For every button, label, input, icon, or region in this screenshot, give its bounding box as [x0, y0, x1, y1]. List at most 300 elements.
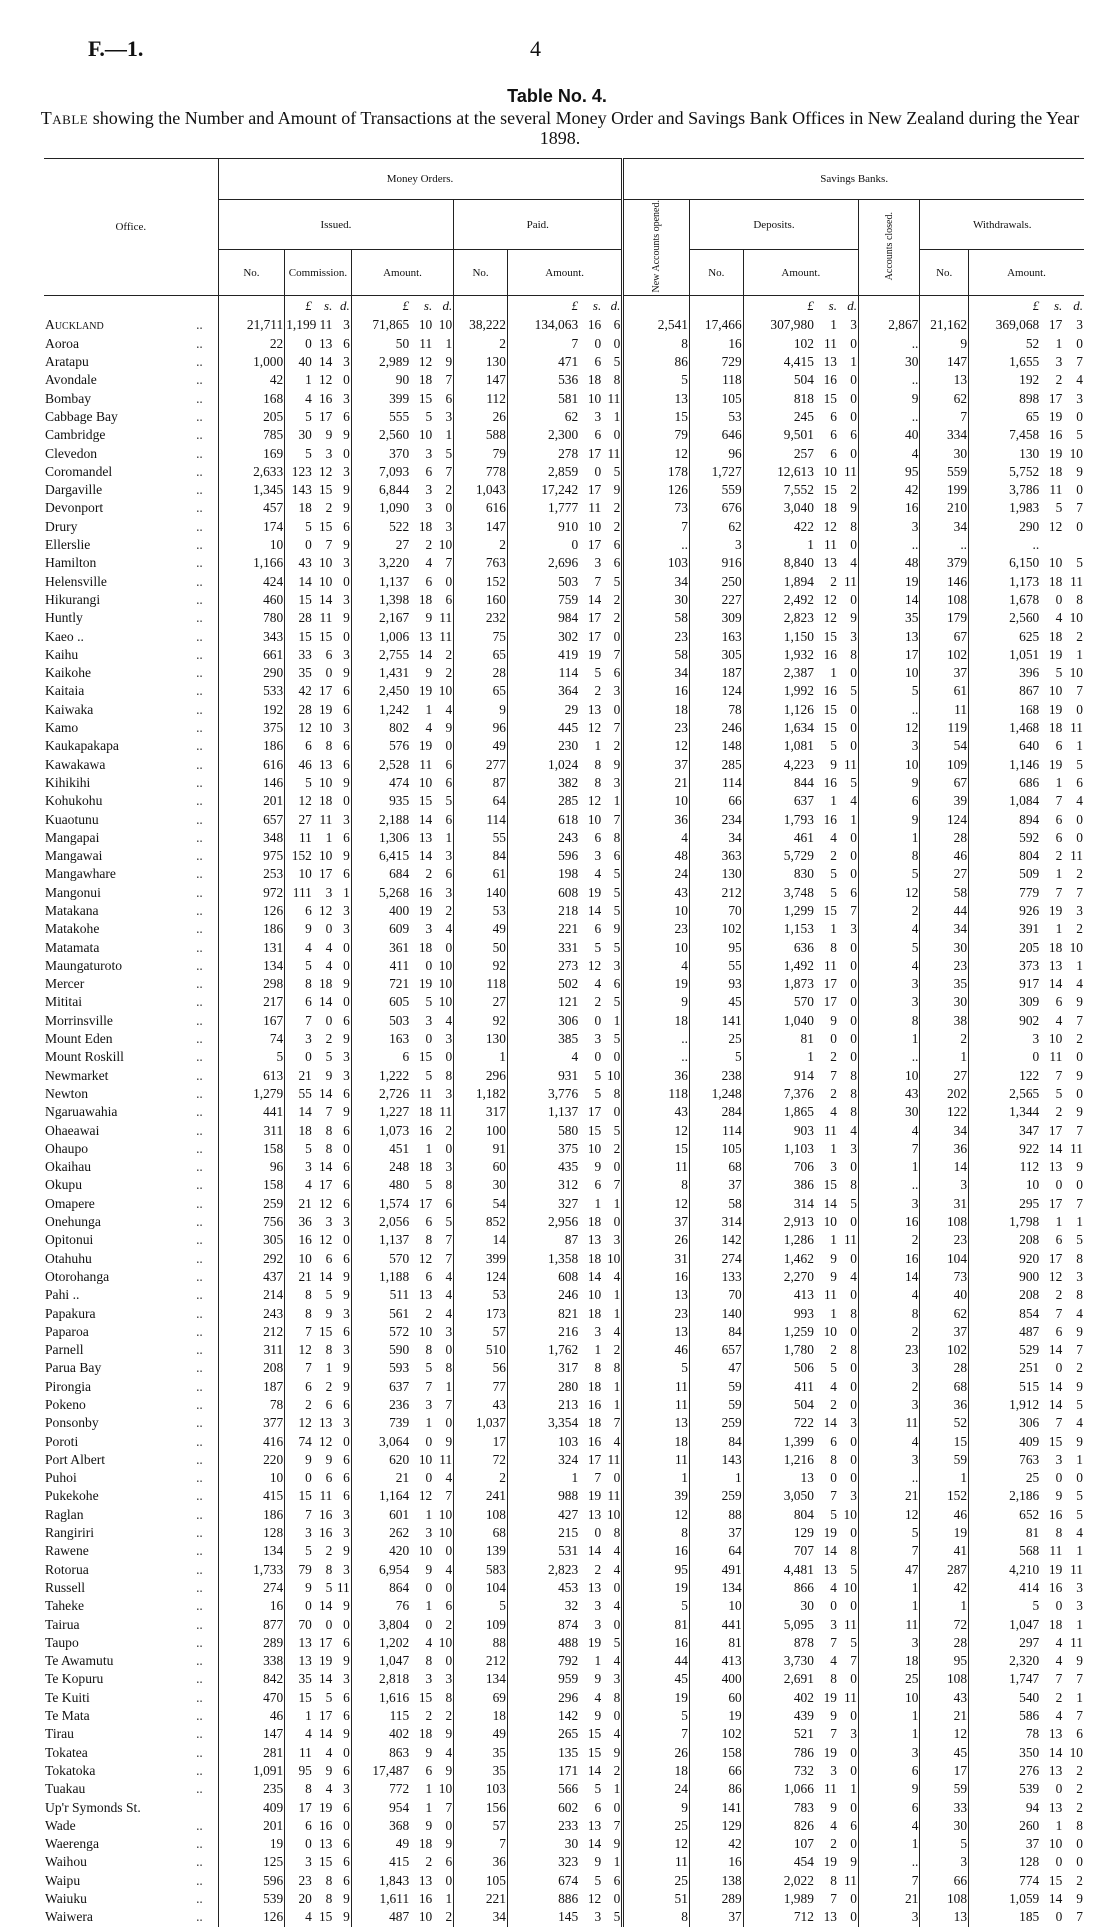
- withdrawals-no: 124: [920, 811, 969, 829]
- issued-pounds: 772: [351, 1780, 410, 1798]
- commission-shillings: 12: [318, 1195, 333, 1211]
- paid-no: 130: [454, 353, 508, 371]
- paid-pence: 1: [613, 1195, 621, 1211]
- withdrawals-no: 119: [920, 719, 969, 737]
- withdrawals-pence: 8: [1076, 1817, 1083, 1833]
- deposits-pence: 0: [850, 1159, 857, 1175]
- new-accounts: 18: [623, 1762, 690, 1780]
- withdrawals-pounds: 0: [969, 1048, 1041, 1066]
- issued-no: 661: [218, 646, 285, 664]
- deposits-no-header: No.: [689, 250, 743, 296]
- new-accounts: 34: [623, 664, 690, 682]
- paid-pence: 5: [613, 939, 621, 955]
- paid-pence: 8: [613, 1360, 621, 1376]
- withdrawals-pence: 10: [1069, 665, 1083, 681]
- issued-pounds: 2,188: [351, 811, 410, 829]
- withdrawals-pence: 8: [1076, 591, 1083, 607]
- table-row: [44, 1085, 1084, 1103]
- accounts-closed: 12: [858, 719, 919, 737]
- deposits-pence: 6: [850, 1817, 857, 1833]
- withdrawals-pounds: 926: [969, 902, 1041, 920]
- deposits-shillings: 1: [830, 665, 837, 681]
- deposits-no: 37: [689, 1908, 743, 1926]
- paid-pence: 9: [613, 1836, 621, 1852]
- withdrawals-pounds: 540: [969, 1689, 1041, 1707]
- table-row: [44, 1597, 1084, 1615]
- issued-pence: 4: [445, 1744, 453, 1760]
- accounts-closed: 5: [858, 1524, 919, 1542]
- office-dots: ..: [196, 1506, 203, 1522]
- paid-pounds: 135: [507, 1744, 579, 1762]
- accounts-closed: 18: [858, 1652, 919, 1670]
- deposits-no: 158: [689, 1744, 743, 1762]
- commission-shillings: 3: [325, 445, 333, 461]
- deposits-shillings: 8: [830, 939, 837, 955]
- issued-no: 290: [218, 664, 285, 682]
- deposits-pence: 0: [850, 829, 857, 845]
- commission-shillings: 17: [318, 1708, 333, 1724]
- issued-shillings: 11: [419, 1085, 433, 1101]
- issued-pence: 1: [445, 829, 453, 845]
- paid-no: 588: [454, 426, 508, 444]
- deposits-pounds: 1,153: [743, 920, 815, 938]
- table-row: [44, 316, 1084, 334]
- office-dots: ..: [196, 1214, 203, 1230]
- issued-pounds: 76: [351, 1597, 410, 1615]
- paid-pence: 3: [613, 1232, 621, 1248]
- accounts-closed: 1: [858, 1835, 919, 1853]
- issued-no: 298: [218, 975, 285, 993]
- table-row: [44, 1451, 1084, 1469]
- accounts-closed: 7: [858, 1872, 919, 1890]
- issued-no: 292: [218, 1250, 285, 1268]
- issued-header: Issued.: [218, 200, 454, 250]
- paid-pounds: 218: [507, 902, 579, 920]
- office-dots: ..: [196, 573, 203, 589]
- deposits-shillings: 3: [830, 1762, 837, 1778]
- paid-shillings: 14: [587, 1268, 602, 1284]
- deposits-pounds: 7,376: [743, 1085, 815, 1103]
- deposits-no: 81: [689, 1634, 743, 1652]
- paid-pence: 0: [613, 1214, 621, 1230]
- office-dots: ..: [196, 372, 203, 388]
- new-accounts: 24: [623, 1780, 690, 1798]
- table-number: Table No. 4.: [507, 86, 607, 106]
- accounts-closed: ..: [858, 1048, 919, 1066]
- issued-no: 125: [218, 1853, 285, 1871]
- paid-pence: 7: [613, 1415, 621, 1431]
- new-accounts: 11: [623, 1378, 690, 1396]
- issued-pence: 0: [445, 1872, 453, 1888]
- withdrawals-pounds: 122: [969, 1067, 1041, 1085]
- withdrawals-no: 199: [920, 481, 969, 499]
- paid-no: 79: [454, 445, 508, 463]
- deposits-shillings: 5: [830, 1506, 837, 1522]
- accounts-closed: 95: [858, 463, 919, 481]
- paid-pence: 8: [613, 829, 621, 845]
- issued-no: 338: [218, 1652, 285, 1670]
- paid-pence: 8: [613, 372, 621, 388]
- withdrawals-pounds: 251: [969, 1359, 1041, 1377]
- commission-pence: 6: [343, 335, 350, 351]
- table-row: [44, 371, 1084, 389]
- deposits-pounds: 4,415: [743, 353, 815, 371]
- table-row: [44, 426, 1084, 444]
- issued-no: 186: [218, 737, 285, 755]
- table-row: [44, 1634, 1084, 1652]
- table-row: [44, 1817, 1084, 1835]
- accounts-closed: 9: [858, 1780, 919, 1798]
- issued-pence: 4: [445, 1268, 453, 1284]
- paid-pence: 0: [613, 1470, 621, 1486]
- withdrawals-shillings: 19: [1048, 1561, 1063, 1577]
- issued-no: 243: [218, 1305, 285, 1323]
- new-accounts: 12: [623, 1835, 690, 1853]
- table-row: [44, 737, 1084, 755]
- paid-pounds: 62: [507, 408, 579, 426]
- deposits-pence: 0: [850, 390, 857, 406]
- table-row: [44, 1469, 1084, 1487]
- commission-shillings: 16: [318, 1506, 333, 1522]
- withdrawals-shillings: 5: [1055, 665, 1063, 681]
- deposits-pounds: 30: [743, 1597, 815, 1615]
- paid-no: 34: [454, 1908, 508, 1926]
- office-dots: ..: [196, 1451, 203, 1467]
- withdrawals-pence: 5: [1076, 427, 1083, 443]
- withdrawals-pence: 3: [1076, 317, 1083, 333]
- deposits-shillings: 17: [823, 976, 837, 992]
- commission-pounds: 95: [285, 1762, 313, 1780]
- new-accounts: 5: [623, 1707, 690, 1725]
- issued-no: 613: [218, 1067, 285, 1085]
- new-accounts: ..: [623, 1030, 690, 1048]
- issued-pounds: 3,220: [351, 554, 410, 572]
- office-name: Mount Eden: [45, 1031, 113, 1047]
- issued-pounds: 1,222: [351, 1067, 410, 1085]
- issued-no: 424: [218, 573, 285, 591]
- commission-shillings: 10: [318, 848, 333, 864]
- paid-pence: 9: [613, 1744, 621, 1760]
- paid-pounds: 2,859: [507, 463, 579, 481]
- commission-pence: 6: [343, 1397, 350, 1412]
- withdrawals-no: 3: [920, 1176, 969, 1194]
- issued-shillings: 13: [418, 1872, 433, 1888]
- deposits-pounds: 818: [743, 390, 815, 408]
- paid-pounds: 435: [507, 1158, 579, 1176]
- table-row: [44, 499, 1084, 517]
- issued-pence: 9: [445, 720, 453, 736]
- office-dots: ..: [196, 756, 203, 772]
- accounts-closed: ..: [858, 1853, 919, 1871]
- paid-shillings: 13: [587, 1579, 602, 1595]
- commission-shillings: 14: [318, 1671, 333, 1687]
- unit-shilling: s.: [592, 298, 602, 314]
- deposits-pounds: 1,793: [743, 811, 815, 829]
- paid-no: 130: [454, 1030, 508, 1048]
- withdrawals-pounds: 686: [969, 774, 1041, 792]
- deposits-pence: 0: [850, 1451, 857, 1467]
- commission-shillings: 15: [318, 482, 333, 498]
- accounts-closed: ..: [858, 335, 919, 353]
- deposits-no: 10: [689, 1597, 743, 1615]
- commission-pence: 9: [343, 1909, 350, 1925]
- paid-pounds: 364: [507, 682, 579, 700]
- deposits-no: 141: [689, 1799, 743, 1817]
- withdrawals-no: 108: [920, 1213, 969, 1231]
- paid-pounds: 312: [507, 1176, 579, 1194]
- issued-no: 780: [218, 609, 285, 627]
- office-name: Hamilton: [45, 555, 97, 571]
- accounts-closed: 3: [858, 1195, 919, 1213]
- office-name: Kohukohu: [45, 793, 103, 809]
- paid-pounds: 29: [507, 701, 579, 719]
- commission-shillings: 13: [318, 1415, 333, 1431]
- commission-pounds: 1: [285, 371, 313, 389]
- commission-pounds: 5: [285, 957, 313, 975]
- withdrawals-pounds: 1,146: [969, 756, 1041, 774]
- withdrawals-shillings: 0: [1055, 1909, 1063, 1925]
- commission-pence: 3: [343, 1671, 350, 1687]
- withdrawals-pounds: 309: [969, 993, 1041, 1011]
- issued-pounds: 721: [351, 975, 410, 993]
- accounts-closed: 3: [858, 1451, 919, 1469]
- issued-no: 842: [218, 1670, 285, 1688]
- withdrawals-pence: 7: [1076, 1342, 1083, 1358]
- issued-shillings: 19: [418, 976, 433, 992]
- accounts-closed: 10: [858, 756, 919, 774]
- withdrawals-shillings: 0: [1055, 1470, 1063, 1486]
- withdrawals-no: 2: [920, 1030, 969, 1048]
- office-name: Coromandel: [45, 463, 113, 479]
- deposits-pence: 0: [850, 866, 857, 882]
- commission-pence: 3: [343, 811, 350, 827]
- commission-pounds: 23: [285, 1872, 313, 1890]
- issued-no: 409: [218, 1799, 285, 1817]
- commission-shillings: 3: [325, 884, 333, 900]
- deposits-no: 138: [689, 1872, 743, 1890]
- office-dots: ..: [196, 1708, 203, 1724]
- issued-pence: 0: [445, 939, 453, 955]
- commission-shillings: 2: [325, 1378, 333, 1394]
- deposits-pounds: 637: [743, 792, 815, 810]
- office-dots: ..: [196, 1250, 203, 1266]
- paid-shillings: 15: [587, 1122, 602, 1138]
- withdrawals-pounds: 779: [969, 884, 1041, 902]
- office-dots: ..: [196, 1397, 203, 1412]
- paid-pounds: 959: [507, 1670, 579, 1688]
- issued-pounds: 511: [351, 1286, 410, 1304]
- withdrawals-pence: 1: [1076, 1689, 1083, 1705]
- table-row: [44, 774, 1084, 792]
- office-dots: ..: [196, 1598, 203, 1614]
- commission-pounds: 9: [285, 920, 313, 938]
- deposits-no: 42: [689, 1835, 743, 1853]
- commission-shillings: 4: [325, 1781, 333, 1797]
- commission-pounds: 111: [285, 884, 313, 902]
- deposits-pence: 9: [850, 610, 857, 626]
- withdrawals-shillings: 3: [1055, 1451, 1063, 1467]
- paid-no: 27: [454, 993, 508, 1011]
- deposits-shillings: 0: [830, 1031, 837, 1047]
- withdrawals-pence: 5: [1076, 1397, 1083, 1412]
- new-accounts: 7: [623, 518, 690, 536]
- deposits-no: 5: [689, 1048, 743, 1066]
- withdrawals-no: 27: [920, 1067, 969, 1085]
- office-dots: ..: [196, 1689, 203, 1705]
- issued-pence: 8: [445, 1689, 453, 1705]
- table-row: [44, 463, 1084, 481]
- deposits-no: 64: [689, 1542, 743, 1560]
- deposits-pounds: 1: [743, 536, 815, 554]
- paid-shillings: 10: [587, 1140, 602, 1156]
- office-dots: ..: [196, 646, 203, 662]
- new-accounts: 8: [623, 1908, 690, 1926]
- table-row: [44, 1524, 1084, 1542]
- accounts-closed: 30: [858, 1103, 919, 1121]
- issued-pounds: 1,188: [351, 1268, 410, 1286]
- withdrawals-no: 559: [920, 463, 969, 481]
- issued-pence: 3: [445, 848, 453, 864]
- withdrawals-pounds: 898: [969, 390, 1041, 408]
- issued-pence: 3: [445, 884, 453, 900]
- issued-pence: 6: [445, 756, 453, 772]
- issued-no: 375: [218, 719, 285, 737]
- commission-pence: 0: [343, 1817, 350, 1833]
- withdrawals-pence: 11: [1070, 1561, 1083, 1577]
- issued-pounds: 1,073: [351, 1122, 410, 1140]
- issued-shillings: 18: [418, 939, 433, 955]
- issued-shillings: 6: [425, 1268, 433, 1284]
- office-name: Mangapai: [45, 829, 100, 845]
- commission-pounds: 18: [285, 499, 313, 517]
- withdrawals-no: 21,162: [920, 316, 969, 334]
- withdrawals-no: 15: [920, 1433, 969, 1451]
- paid-shillings: 12: [587, 1891, 602, 1907]
- issued-pounds: 1,611: [351, 1890, 410, 1908]
- commission-pence: 6: [343, 829, 350, 845]
- paid-no: 75: [454, 628, 508, 646]
- issued-shillings: 6: [425, 573, 433, 589]
- new-accounts: 21: [623, 774, 690, 792]
- commission-pounds: 5: [285, 1542, 313, 1560]
- new-accounts: 13: [623, 1414, 690, 1432]
- table-row: [44, 1853, 1084, 1871]
- commission-shillings: 17: [318, 866, 333, 882]
- commission-pence: 0: [343, 1232, 350, 1248]
- accounts-closed: 10: [858, 1689, 919, 1707]
- paid-pounds: 278: [507, 445, 579, 463]
- accounts-closed: 23: [858, 1341, 919, 1359]
- deposits-no: 413: [689, 1652, 743, 1670]
- withdrawals-shillings: 17: [1048, 390, 1063, 406]
- withdrawals-no: 28: [920, 1359, 969, 1377]
- withdrawals-no: 95: [920, 1652, 969, 1670]
- withdrawals-pounds: 539: [969, 1780, 1041, 1798]
- withdrawals-shillings: 4: [1055, 1653, 1063, 1669]
- issued-shillings: 18: [418, 1104, 433, 1120]
- commission-shillings: 14: [318, 1726, 333, 1742]
- table-row: [44, 1213, 1084, 1231]
- deposits-pence: 0: [850, 1031, 857, 1047]
- office-dots: ..: [196, 1031, 203, 1047]
- deposits-no: 96: [689, 445, 743, 463]
- withdrawals-pounds: 290: [969, 518, 1041, 536]
- office-name: Pahi ..: [45, 1287, 80, 1303]
- commission-pence: 9: [343, 976, 350, 992]
- issued-shillings: 10: [418, 1543, 433, 1559]
- commission-pounds: 74: [285, 1433, 313, 1451]
- withdrawals-shillings: 14: [1048, 1378, 1063, 1394]
- withdrawals-pounds: 1,912: [969, 1396, 1041, 1414]
- commission-shillings: 13: [318, 1836, 333, 1852]
- commission-pounds: 21: [285, 1268, 313, 1286]
- accounts-closed: 1: [858, 1158, 919, 1176]
- office-name: Avondale: [45, 372, 97, 388]
- table-row: [44, 1231, 1084, 1249]
- commission-shillings: 10: [318, 720, 333, 736]
- commission-pounds: 6: [285, 737, 313, 755]
- paid-pence: 11: [607, 1488, 621, 1504]
- withdrawals-no: 108: [920, 591, 969, 609]
- deposits-pence: 5: [850, 774, 857, 790]
- paid-pounds: 1,777: [507, 499, 579, 517]
- paid-pounds: 233: [507, 1817, 579, 1835]
- deposits-pence: 8: [850, 1067, 857, 1083]
- deposits-pounds: 245: [743, 408, 815, 426]
- withdrawals-shillings: 18: [1048, 628, 1063, 644]
- issued-no: 19: [218, 1835, 285, 1853]
- issued-no: 1,733: [218, 1561, 285, 1579]
- deposits-no: 53: [689, 408, 743, 426]
- table-row: [44, 1890, 1084, 1908]
- transactions-table: [44, 158, 1084, 1927]
- issued-pence: 0: [445, 1342, 453, 1358]
- paid-shillings: 10: [587, 390, 602, 406]
- paid-no: 55: [454, 829, 508, 847]
- issued-pounds: 609: [351, 920, 410, 938]
- commission-shillings: 11: [319, 811, 333, 827]
- deposits-pence: 0: [850, 537, 857, 553]
- commission-pounds: 7: [285, 1506, 313, 1524]
- paid-pence: 7: [613, 811, 621, 827]
- withdrawals-shillings: 3: [1055, 354, 1063, 370]
- table-row: [44, 1670, 1084, 1688]
- office-name: Pirongia: [45, 1378, 92, 1394]
- deposits-pence: 3: [850, 1726, 857, 1742]
- issued-pence: 6: [445, 774, 453, 790]
- commission-pounds: 5: [285, 445, 313, 463]
- issued-shillings: 15: [418, 793, 433, 809]
- withdrawals-shillings: 14: [1048, 1140, 1063, 1156]
- deposits-no: 729: [689, 353, 743, 371]
- paid-shillings: 0: [594, 335, 602, 351]
- paid-shillings: 3: [594, 848, 602, 864]
- commission-pence: 9: [343, 1726, 350, 1742]
- new-accounts: 43: [623, 884, 690, 902]
- issued-pounds: 555: [351, 408, 410, 426]
- deposits-shillings: 12: [823, 610, 837, 626]
- deposits-pounds: 706: [743, 1158, 815, 1176]
- withdrawals-pounds: 1,655: [969, 353, 1041, 371]
- accounts-closed: 2: [858, 902, 919, 920]
- issued-shillings: 1: [425, 1799, 433, 1815]
- office-dots: ..: [196, 1268, 203, 1284]
- new-accounts: 58: [623, 609, 690, 627]
- paid-pounds: 503: [507, 573, 579, 591]
- issued-no: 259: [218, 1195, 285, 1213]
- new-accounts: 30: [623, 591, 690, 609]
- commission-shillings: 12: [318, 902, 333, 918]
